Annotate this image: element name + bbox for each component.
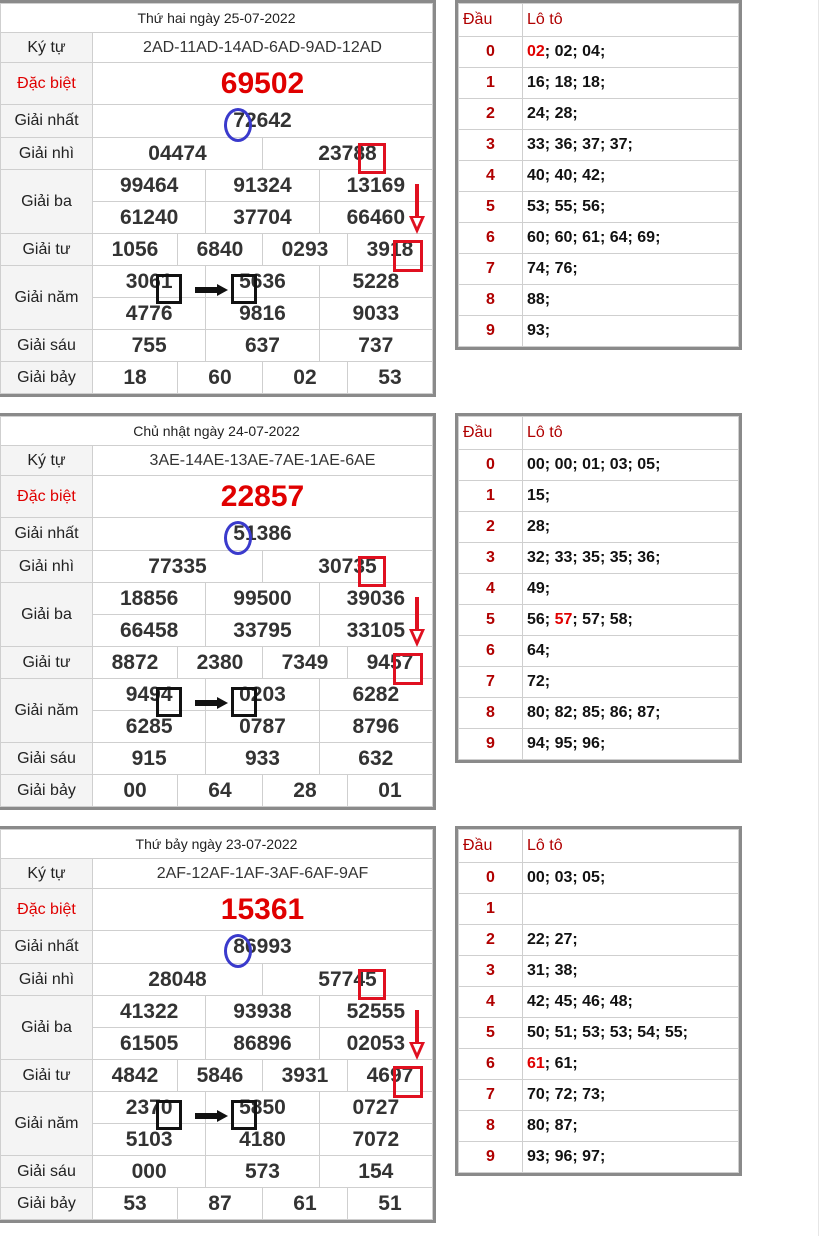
third-prize: 99464	[93, 170, 206, 202]
second-prize: 23788	[262, 138, 432, 170]
dau-cell: 5	[459, 605, 523, 636]
dau-cell: 0	[459, 37, 523, 68]
seventh-prize: 87	[177, 1188, 262, 1220]
fifth-prize: 5850	[206, 1092, 319, 1124]
loto-cell	[523, 37, 739, 68]
fifth-prize: 0727	[319, 1092, 432, 1124]
label-giai-bay: Giải bảy	[1, 1188, 93, 1220]
sixth-prize: 573	[206, 1156, 319, 1188]
fifth-prize: 6285	[93, 711, 206, 743]
label-giai-nhi: Giải nhì	[1, 138, 93, 170]
fourth-prize: 6840	[177, 234, 262, 266]
loto-cell	[523, 99, 739, 130]
fourth-prize: 7349	[262, 647, 347, 679]
label-giai-ba: Giải ba	[1, 583, 93, 647]
label-giai-ba: Giải ba	[1, 170, 93, 234]
dau-cell: 4	[459, 574, 523, 605]
dau-cell: 9	[459, 316, 523, 347]
fifth-prize: 5636	[206, 266, 319, 298]
loto-header: Lô tô	[523, 830, 739, 863]
loto-header: Lô tô	[523, 417, 739, 450]
fifth-prize: 7072	[319, 1124, 432, 1156]
sixth-prize: 737	[319, 330, 432, 362]
dau-cell: 7	[459, 667, 523, 698]
seventh-prize: 18	[93, 362, 178, 394]
seventh-prize: 00	[93, 775, 178, 807]
loto-text: ; 02; 04;	[544, 43, 606, 60]
seventh-prize: 53	[347, 362, 432, 394]
loto-table	[455, 0, 742, 350]
loto-cell	[523, 956, 739, 987]
loto-table	[455, 413, 742, 763]
loto-text: 88;	[527, 291, 551, 308]
fourth-prize: 4697	[347, 1060, 432, 1092]
loto-cell	[523, 316, 739, 347]
loto-row	[459, 68, 739, 99]
loto-cell	[523, 605, 739, 636]
loto-row	[459, 481, 739, 512]
loto-text: 31; 38;	[527, 962, 578, 979]
second-prize: 04474	[93, 138, 263, 170]
third-prize: 18856	[93, 583, 206, 615]
first-prize: 72642	[93, 105, 433, 138]
fourth-prize: 5846	[177, 1060, 262, 1092]
loto-cell	[523, 254, 739, 285]
dau-cell: 8	[459, 698, 523, 729]
loto-text: 53; 55; 56;	[527, 198, 606, 215]
label-giai-nam: Giải năm	[1, 266, 93, 330]
dau-cell: 2	[459, 925, 523, 956]
fifth-prize: 0203	[206, 679, 319, 711]
dau-cell: 6	[459, 636, 523, 667]
sixth-prize: 933	[206, 743, 319, 775]
label-dac-biet: Đặc biệt	[1, 63, 93, 105]
results-table	[0, 826, 436, 1223]
fourth-prize: 2380	[177, 647, 262, 679]
loto-text: 80; 87;	[527, 1117, 578, 1134]
loto-highlight: 61	[527, 1055, 545, 1072]
fourth-prize: 9457	[347, 647, 432, 679]
fourth-prize: 1056	[93, 234, 178, 266]
dau-cell: 2	[459, 99, 523, 130]
loto-cell	[523, 1080, 739, 1111]
label-giai-nhat: Giải nhất	[1, 518, 93, 551]
loto-cell	[523, 450, 739, 481]
fifth-prize: 6282	[319, 679, 432, 711]
loto-cell	[523, 863, 739, 894]
loto-row	[459, 1049, 739, 1080]
dau-header: Đầu	[459, 417, 523, 450]
third-prize: 33795	[206, 615, 319, 647]
loto-cell	[523, 894, 739, 925]
dau-cell: 1	[459, 68, 523, 99]
label-giai-nam: Giải năm	[1, 679, 93, 743]
label-giai-sau: Giải sáu	[1, 743, 93, 775]
loto-highlight: 57	[554, 611, 573, 628]
sixth-prize: 915	[93, 743, 206, 775]
seventh-prize: 60	[177, 362, 262, 394]
dau-cell: 5	[459, 192, 523, 223]
fifth-prize: 9033	[319, 298, 432, 330]
loto-cell	[523, 285, 739, 316]
third-prize: 66460	[319, 202, 432, 234]
loto-text: 00; 00; 01; 03; 05;	[527, 456, 661, 473]
loto-text: 00; 03; 05;	[527, 869, 606, 886]
fourth-prize: 4842	[93, 1060, 178, 1092]
label-giai-nhi: Giải nhì	[1, 964, 93, 996]
loto-text: 24; 28;	[527, 105, 578, 122]
dau-cell: 0	[459, 863, 523, 894]
loto-cell	[523, 130, 739, 161]
loto-text: 74; 76;	[527, 260, 578, 277]
fifth-prize: 0787	[206, 711, 319, 743]
third-prize: 41322	[93, 996, 206, 1028]
loto-text: 16; 18; 18;	[527, 74, 606, 91]
loto-row	[459, 987, 739, 1018]
draw-block	[0, 413, 819, 813]
sixth-prize: 632	[319, 743, 432, 775]
label-ky-tu: Ký tự	[1, 33, 93, 63]
fifth-prize: 4180	[206, 1124, 319, 1156]
dau-cell: 3	[459, 130, 523, 161]
loto-text: 33; 36; 37; 37;	[527, 136, 633, 153]
label-giai-tu: Giải tư	[1, 647, 93, 679]
sixth-prize: 637	[206, 330, 319, 362]
dau-cell: 4	[459, 987, 523, 1018]
seventh-prize: 02	[262, 362, 347, 394]
sixth-prize: 755	[93, 330, 206, 362]
dau-cell: 3	[459, 956, 523, 987]
loto-row	[459, 894, 739, 925]
fifth-prize: 4776	[93, 298, 206, 330]
loto-row	[459, 636, 739, 667]
seventh-prize: 53	[93, 1188, 178, 1220]
dau-cell: 9	[459, 729, 523, 760]
loto-row	[459, 99, 739, 130]
loto-text: 70; 72; 73;	[527, 1086, 606, 1103]
loto-text: ; 61;	[544, 1055, 578, 1072]
dau-cell: 2	[459, 512, 523, 543]
loto-text: 28;	[527, 518, 551, 535]
dau-cell: 3	[459, 543, 523, 574]
loto-text: ; 57; 58;	[572, 611, 633, 628]
fifth-prize: 3061	[93, 266, 206, 298]
loto-cell	[523, 1018, 739, 1049]
loto-text: 93;	[527, 322, 551, 339]
loto-text: 50; 51; 53; 53; 54; 55;	[527, 1024, 688, 1041]
loto-cell	[523, 1049, 739, 1080]
third-prize: 61505	[93, 1028, 206, 1060]
sixth-prize: 154	[319, 1156, 432, 1188]
third-prize: 37704	[206, 202, 319, 234]
loto-text: 32; 33; 35; 35; 36;	[527, 549, 661, 566]
loto-text: 80; 82; 85; 86; 87;	[527, 704, 661, 721]
fifth-prize: 8796	[319, 711, 432, 743]
special-prize: 15361	[93, 889, 433, 931]
results-table	[0, 0, 436, 397]
loto-cell	[523, 667, 739, 698]
label-giai-nhi: Giải nhì	[1, 551, 93, 583]
draw-block	[0, 826, 819, 1226]
seventh-prize: 64	[177, 775, 262, 807]
first-prize: 51386	[93, 518, 433, 551]
loto-row	[459, 605, 739, 636]
loto-cell	[523, 925, 739, 956]
dau-cell: 7	[459, 1080, 523, 1111]
dau-cell: 1	[459, 481, 523, 512]
label-giai-bay: Giải bảy	[1, 362, 93, 394]
loto-cell	[523, 161, 739, 192]
dau-cell: 6	[459, 223, 523, 254]
loto-cell	[523, 192, 739, 223]
fifth-prize: 5228	[319, 266, 432, 298]
loto-cell	[523, 223, 739, 254]
label-giai-nhat: Giải nhất	[1, 931, 93, 964]
loto-row	[459, 863, 739, 894]
fifth-prize: 2370	[93, 1092, 206, 1124]
loto-row	[459, 1018, 739, 1049]
ky-tu-value: 2AF-12AF-1AF-3AF-6AF-9AF	[93, 859, 433, 889]
third-prize: 99500	[206, 583, 319, 615]
third-prize: 02053	[319, 1028, 432, 1060]
third-prize: 66458	[93, 615, 206, 647]
loto-cell	[523, 512, 739, 543]
loto-cell	[523, 698, 739, 729]
third-prize: 93938	[206, 996, 319, 1028]
label-giai-tu: Giải tư	[1, 1060, 93, 1092]
dau-cell: 8	[459, 285, 523, 316]
label-giai-sau: Giải sáu	[1, 1156, 93, 1188]
dau-cell: 5	[459, 1018, 523, 1049]
draw-block	[0, 0, 819, 400]
loto-text: 64;	[527, 642, 551, 659]
second-prize: 57745	[262, 964, 432, 996]
loto-row	[459, 450, 739, 481]
sixth-prize: 000	[93, 1156, 206, 1188]
third-prize: 33105	[319, 615, 432, 647]
fourth-prize: 8872	[93, 647, 178, 679]
loto-row	[459, 285, 739, 316]
loto-row	[459, 161, 739, 192]
loto-text: 22; 27;	[527, 931, 578, 948]
dau-cell: 8	[459, 1111, 523, 1142]
seventh-prize: 51	[347, 1188, 432, 1220]
loto-row	[459, 130, 739, 161]
loto-row	[459, 1111, 739, 1142]
dau-cell: 0	[459, 450, 523, 481]
loto-row	[459, 729, 739, 760]
second-prize: 30735	[262, 551, 432, 583]
seventh-prize: 61	[262, 1188, 347, 1220]
third-prize: 39036	[319, 583, 432, 615]
loto-header: Lô tô	[523, 4, 739, 37]
loto-row	[459, 698, 739, 729]
loto-row	[459, 254, 739, 285]
label-giai-nhat: Giải nhất	[1, 105, 93, 138]
loto-row	[459, 37, 739, 68]
ky-tu-value: 3AE-14AE-13AE-7AE-1AE-6AE	[93, 446, 433, 476]
dau-header: Đầu	[459, 4, 523, 37]
loto-text: 15;	[527, 487, 551, 504]
fifth-prize: 9816	[206, 298, 319, 330]
first-prize: 86993	[93, 931, 433, 964]
loto-cell	[523, 987, 739, 1018]
loto-row	[459, 543, 739, 574]
third-prize: 13169	[319, 170, 432, 202]
third-prize: 61240	[93, 202, 206, 234]
loto-row	[459, 574, 739, 605]
loto-text: 93; 96; 97;	[527, 1148, 606, 1165]
loto-cell	[523, 574, 739, 605]
label-ky-tu: Ký tự	[1, 859, 93, 889]
seventh-prize: 01	[347, 775, 432, 807]
third-prize: 91324	[206, 170, 319, 202]
loto-row	[459, 192, 739, 223]
loto-row	[459, 316, 739, 347]
loto-row	[459, 667, 739, 698]
fourth-prize: 3931	[262, 1060, 347, 1092]
special-prize: 22857	[93, 476, 433, 518]
loto-table	[455, 826, 742, 1176]
fifth-prize: 5103	[93, 1124, 206, 1156]
special-prize: 69502	[93, 63, 433, 105]
results-table	[0, 413, 436, 810]
dau-cell: 4	[459, 161, 523, 192]
loto-highlight: 02	[527, 43, 545, 60]
draw-date: Chủ nhật ngày 24-07-2022	[1, 417, 433, 446]
label-giai-tu: Giải tư	[1, 234, 93, 266]
dau-cell: 6	[459, 1049, 523, 1080]
label-giai-sau: Giải sáu	[1, 330, 93, 362]
loto-text: 72;	[527, 673, 551, 690]
loto-row	[459, 1080, 739, 1111]
loto-row	[459, 1142, 739, 1173]
label-giai-ba: Giải ba	[1, 996, 93, 1060]
label-giai-bay: Giải bảy	[1, 775, 93, 807]
seventh-prize: 28	[262, 775, 347, 807]
loto-row	[459, 925, 739, 956]
loto-row	[459, 223, 739, 254]
fourth-prize: 0293	[262, 234, 347, 266]
loto-text: 49;	[527, 580, 551, 597]
loto-text: 40; 40; 42;	[527, 167, 606, 184]
label-ky-tu: Ký tự	[1, 446, 93, 476]
loto-cell	[523, 729, 739, 760]
loto-text: 42; 45; 46; 48;	[527, 993, 633, 1010]
draw-date: Thứ bảy ngày 23-07-2022	[1, 830, 433, 859]
loto-cell	[523, 481, 739, 512]
loto-row	[459, 956, 739, 987]
fourth-prize: 3918	[347, 234, 432, 266]
label-dac-biet: Đặc biệt	[1, 476, 93, 518]
loto-text: 94; 95; 96;	[527, 735, 606, 752]
ky-tu-value: 2AD-11AD-14AD-6AD-9AD-12AD	[93, 33, 433, 63]
dau-cell: 9	[459, 1142, 523, 1173]
third-prize: 86896	[206, 1028, 319, 1060]
label-dac-biet: Đặc biệt	[1, 889, 93, 931]
dau-header: Đầu	[459, 830, 523, 863]
third-prize: 52555	[319, 996, 432, 1028]
second-prize: 28048	[93, 964, 263, 996]
label-giai-nam: Giải năm	[1, 1092, 93, 1156]
loto-row	[459, 512, 739, 543]
fifth-prize: 9494	[93, 679, 206, 711]
loto-cell	[523, 636, 739, 667]
loto-cell	[523, 543, 739, 574]
loto-text: 60; 60; 61; 64; 69;	[527, 229, 661, 246]
draw-date: Thứ hai ngày 25-07-2022	[1, 4, 433, 33]
loto-cell	[523, 1142, 739, 1173]
second-prize: 77335	[93, 551, 263, 583]
loto-cell	[523, 1111, 739, 1142]
dau-cell: 7	[459, 254, 523, 285]
loto-text: 56;	[527, 611, 555, 628]
loto-cell	[523, 68, 739, 99]
dau-cell: 1	[459, 894, 523, 925]
